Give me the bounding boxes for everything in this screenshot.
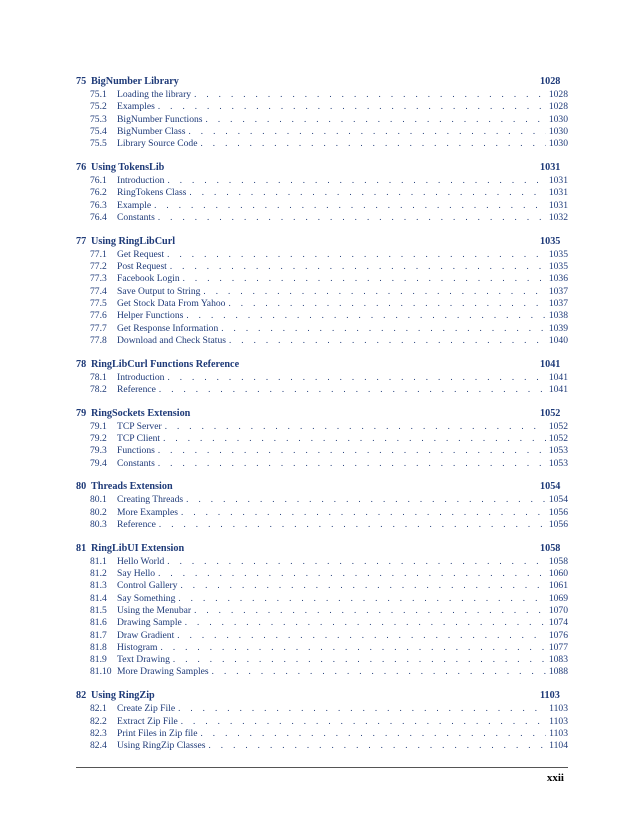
dot-leader [221,322,546,334]
section-page-number: 1039 [548,322,568,334]
section-title: Extract Zip File [117,715,178,727]
chapter-number: 78 [76,358,87,370]
toc-entry[interactable] [76,88,568,100]
section-number: 77.1 [90,248,107,260]
section-title: Library Source Code [117,138,198,150]
dot-leader [228,297,546,309]
section-title: Introduction [117,371,165,383]
section-page-number: 1035 [548,261,568,273]
section-number: 77.8 [90,334,107,346]
dot-leader [158,211,546,223]
section-page-number: 1103 [549,715,568,727]
section-title: Post Request [117,261,167,273]
section-number: 80.1 [90,494,107,506]
section-page-number: 1030 [548,113,568,125]
toc-entry[interactable] [76,457,568,469]
dot-leader [154,199,546,211]
toc-entry[interactable] [76,518,568,530]
section-title: Say Something [117,592,176,604]
section-page-number: 1103 [549,727,568,739]
dot-leader [183,272,546,284]
section-number: 80.2 [90,506,107,518]
chapter-page-number: 1041 [540,358,561,370]
section-number: 81.2 [90,568,107,580]
dot-leader [180,579,546,591]
toc-entry[interactable] [76,653,568,665]
section-title: Examples [117,101,155,113]
toc-entry[interactable] [76,137,568,149]
section-title: Create Zip File [117,703,176,715]
section-title: BigNumber Functions [117,113,203,125]
section-title: BigNumber Class [117,126,186,138]
dot-leader [194,88,546,100]
dot-leader [200,137,546,149]
chapter-title: BigNumber Library [91,76,179,87]
section-title: Download and Check Status [117,334,226,346]
toc-entry[interactable] [76,199,568,211]
toc-chapter-heading[interactable] [76,359,568,371]
section-number: 75.2 [90,101,107,113]
chapter-title: Using RingLibCurl [91,235,176,247]
section-title: Facebook Login [117,273,180,285]
toc-chapter-heading[interactable] [76,76,568,88]
dot-leader [178,592,546,604]
toc-entry[interactable] [76,322,568,334]
section-number: 77.4 [90,285,107,297]
section-page-number: 1083 [548,654,568,666]
dot-leader [194,604,546,616]
toc-entry[interactable] [76,174,568,186]
chapter-title: Using RingZip [91,690,155,702]
dot-leader [158,100,546,112]
section-title: Get Request [117,248,165,260]
section-number: 79.2 [90,433,107,445]
section-title: Reference [117,519,156,531]
dot-leader [186,309,546,321]
toc-entry[interactable] [76,297,568,309]
section-title: Print Files in Zip file [117,727,198,739]
chapter-number: 81 [76,542,87,554]
toc-chapter [76,408,568,469]
section-number: 79.4 [90,457,107,469]
toc-entry[interactable] [76,641,568,653]
dot-leader [203,285,546,297]
toc-chapter-heading[interactable] [76,481,568,493]
toc-entry[interactable] [76,125,568,137]
chapter-title: RingLibUI Extension [91,542,185,554]
section-page-number: 1061 [548,580,568,592]
dot-leader [178,702,546,714]
dot-leader [158,444,546,456]
section-number: 76.3 [90,199,107,211]
chapter-page-number: 1058 [540,542,561,554]
section-page-number: 1104 [549,740,568,752]
section-page-number: 1077 [548,641,568,653]
section-number: 81.6 [90,617,107,629]
section-page-number: 1037 [548,298,568,310]
toc-entry-list [76,702,568,751]
dot-leader [212,665,546,677]
toc-entry[interactable] [76,100,568,112]
toc-chapter [76,690,568,751]
section-title: Example [117,199,152,211]
dot-leader [159,383,546,395]
chapter-number: 82 [76,690,87,702]
section-number: 75.1 [90,89,107,101]
section-page-number: 1069 [548,592,568,604]
toc-entry[interactable] [76,113,568,125]
section-title: More Drawing Samples [117,666,209,678]
toc-entry[interactable] [76,506,568,518]
section-page-number: 1053 [548,445,568,457]
toc-entry-list [76,88,568,149]
toc-entry-list [76,248,568,346]
section-number: 77.5 [90,298,107,310]
section-page-number: 1035 [548,248,568,260]
toc-entry[interactable] [76,727,568,739]
section-number: 81.5 [90,605,107,616]
chapter-page-number: 1035 [540,235,561,247]
toc-entry-list [76,174,568,223]
dot-leader [186,493,546,505]
section-page-number: 1041 [548,383,568,395]
dot-leader [163,432,546,444]
section-title: Get Stock Data From Yahoo [117,298,226,310]
chapter-page-number: 1031 [540,161,561,173]
toc-entry[interactable] [76,260,568,272]
toc-entry[interactable] [76,604,568,616]
page-number: xxii [546,772,564,784]
toc-entry-list [76,493,568,530]
dot-leader [167,174,546,186]
toc-chapter [76,359,568,396]
chapter-title: Threads Extension [91,481,173,493]
chapter-number: 77 [76,235,87,247]
toc-chapter [76,236,568,347]
section-number: 76.4 [90,212,107,224]
toc-chapter [76,543,568,678]
toc-entry[interactable] [76,567,568,579]
chapter-page-number: 1054 [540,481,561,493]
toc-entry[interactable] [76,285,568,297]
dot-leader [167,248,546,260]
toc-entry[interactable] [76,665,568,677]
section-page-number: 1053 [548,457,568,469]
section-page-number: 1031 [548,187,568,199]
toc-entry[interactable] [76,420,568,432]
dot-leader [167,371,546,383]
dot-leader [158,457,546,469]
section-page-number: 1036 [548,273,568,285]
section-page-number: 1103 [549,703,568,715]
toc-chapter-heading[interactable] [76,162,568,174]
section-title: Say Hello [117,568,156,580]
dot-leader [189,186,546,198]
toc-entry[interactable] [76,211,568,223]
section-title: Text Drawing [117,654,170,666]
section-number: 75.3 [90,113,107,125]
section-title: More Examples [117,506,179,518]
section-page-number: 1060 [548,568,568,580]
dot-leader [165,420,546,432]
section-page-number: 1076 [548,629,568,641]
section-page-number: 1056 [548,506,568,518]
section-title: Creating Threads [117,494,184,506]
section-page-number: 1037 [548,285,568,297]
toc-entry[interactable] [76,444,568,456]
toc-entry[interactable] [76,702,568,714]
section-page-number: 1058 [548,555,568,567]
toc-chapter-heading[interactable] [76,543,568,555]
section-number: 81.4 [90,592,107,604]
toc-chapter [76,162,568,223]
section-number: 77.7 [90,322,107,334]
toc-entry[interactable] [76,309,568,321]
section-page-number: 1030 [548,138,568,150]
section-title: TCP Client [117,433,161,445]
toc-entry[interactable] [76,248,568,260]
toc-entry-list [76,420,568,469]
section-title: Loading the library [117,89,192,101]
dot-leader [206,113,546,125]
dot-leader [159,518,546,530]
section-title: Using RingZip Classes [117,740,206,752]
toc-entry[interactable] [76,334,568,346]
chapter-number: 79 [76,407,87,419]
chapter-page-number: 1103 [540,690,560,702]
section-page-number: 1041 [548,371,568,383]
section-number: 78.1 [90,371,107,383]
dot-leader [173,653,546,665]
chapter-number: 76 [76,161,87,173]
section-title: Using the Menubar [117,605,192,616]
toc-entry[interactable] [76,493,568,505]
section-number: 79.1 [90,420,107,432]
toc-entry[interactable] [76,616,568,628]
section-title: Control Gallery [117,580,178,592]
section-number: 77.6 [90,310,107,322]
section-number: 81.3 [90,580,107,592]
toc-chapter [76,76,568,150]
dot-leader [185,616,546,628]
dot-leader [229,334,546,346]
dot-leader [200,727,546,739]
section-page-number: 1052 [548,433,568,445]
section-title: Functions [117,445,155,457]
section-number: 75.5 [90,138,107,150]
dot-leader [189,125,547,137]
toc-entry[interactable] [76,555,568,567]
toc-entry[interactable] [76,715,568,727]
dot-leader [167,555,546,567]
toc-chapter-heading[interactable] [76,236,568,248]
section-page-number: 1070 [548,605,568,616]
chapter-title: Using TokensLib [91,161,165,173]
chapter-page-number: 1052 [540,407,561,419]
toc-entry[interactable] [76,629,568,641]
section-page-number: 1074 [548,617,568,629]
section-page-number: 1052 [548,420,568,432]
section-number: 77.3 [90,273,107,285]
dot-leader [177,629,546,641]
section-number: 76.2 [90,187,107,199]
section-page-number: 1030 [548,126,568,138]
section-page-number: 1028 [548,89,568,101]
dot-leader [208,739,546,751]
toc-entry[interactable] [76,383,568,395]
section-number: 81.1 [90,555,107,567]
chapter-page-number: 1028 [540,76,561,87]
section-title: Constants [117,212,155,224]
toc-chapter [76,481,568,530]
toc-entry-list [76,371,568,396]
toc-entry[interactable] [76,592,568,604]
section-number: 79.3 [90,445,107,457]
dot-leader [181,715,546,727]
section-page-number: 1038 [548,310,568,322]
section-number: 77.2 [90,261,107,273]
section-page-number: 1031 [548,199,568,211]
toc-entry[interactable] [76,579,568,591]
section-number: 81.8 [90,641,107,653]
section-number: 78.2 [90,383,107,395]
section-title: Helper Functions [117,310,184,322]
toc-entry[interactable] [76,371,568,383]
section-title: Get Response Information [117,322,219,334]
table-of-contents [76,76,568,764]
section-number: 82.1 [90,703,107,715]
section-number: 80.3 [90,519,107,531]
toc-entry[interactable] [76,739,568,751]
chapter-number: 80 [76,481,87,493]
section-number: 82.2 [90,715,107,727]
section-page-number: 1056 [548,519,568,531]
toc-chapter-heading[interactable] [76,408,568,420]
chapter-title: RingLibCurl Functions Reference [91,358,240,370]
section-title: Constants [117,457,155,469]
toc-entry-list [76,555,568,678]
toc-entry[interactable] [76,432,568,444]
toc-entry[interactable] [76,186,568,198]
section-number: 81.9 [90,654,107,666]
toc-entry[interactable] [76,272,568,284]
section-number: 76.1 [90,175,107,187]
section-number: 82.3 [90,727,107,739]
section-page-number: 1028 [548,101,568,113]
section-page-number: 1031 [548,175,568,187]
section-title: Histogram [117,641,158,653]
section-title: Reference [117,383,156,395]
section-title: RingTokens Class [117,187,187,199]
section-title: TCP Server [117,420,162,432]
dot-leader [181,506,546,518]
section-number: 75.4 [90,126,107,138]
chapter-number: 75 [76,76,87,87]
dot-leader [170,260,546,272]
section-number: 81.7 [90,629,107,641]
section-title: Save Output to String [117,285,201,297]
chapter-title: RingSockets Extension [91,407,191,419]
section-number: 82.4 [90,740,107,752]
section-page-number: 1040 [548,334,568,346]
section-title: Drawing Sample [117,617,182,629]
footer-rule [76,767,568,768]
dot-leader [161,641,546,653]
dot-leader [158,567,546,579]
section-title: Introduction [117,175,165,187]
section-number: 81.10 [90,666,112,678]
section-title: Hello World [117,555,165,567]
section-page-number: 1054 [548,494,568,506]
section-title: Draw Gradient [117,629,175,641]
section-page-number: 1032 [548,212,568,224]
toc-chapter-heading[interactable] [76,690,568,702]
section-page-number: 1088 [548,666,568,678]
